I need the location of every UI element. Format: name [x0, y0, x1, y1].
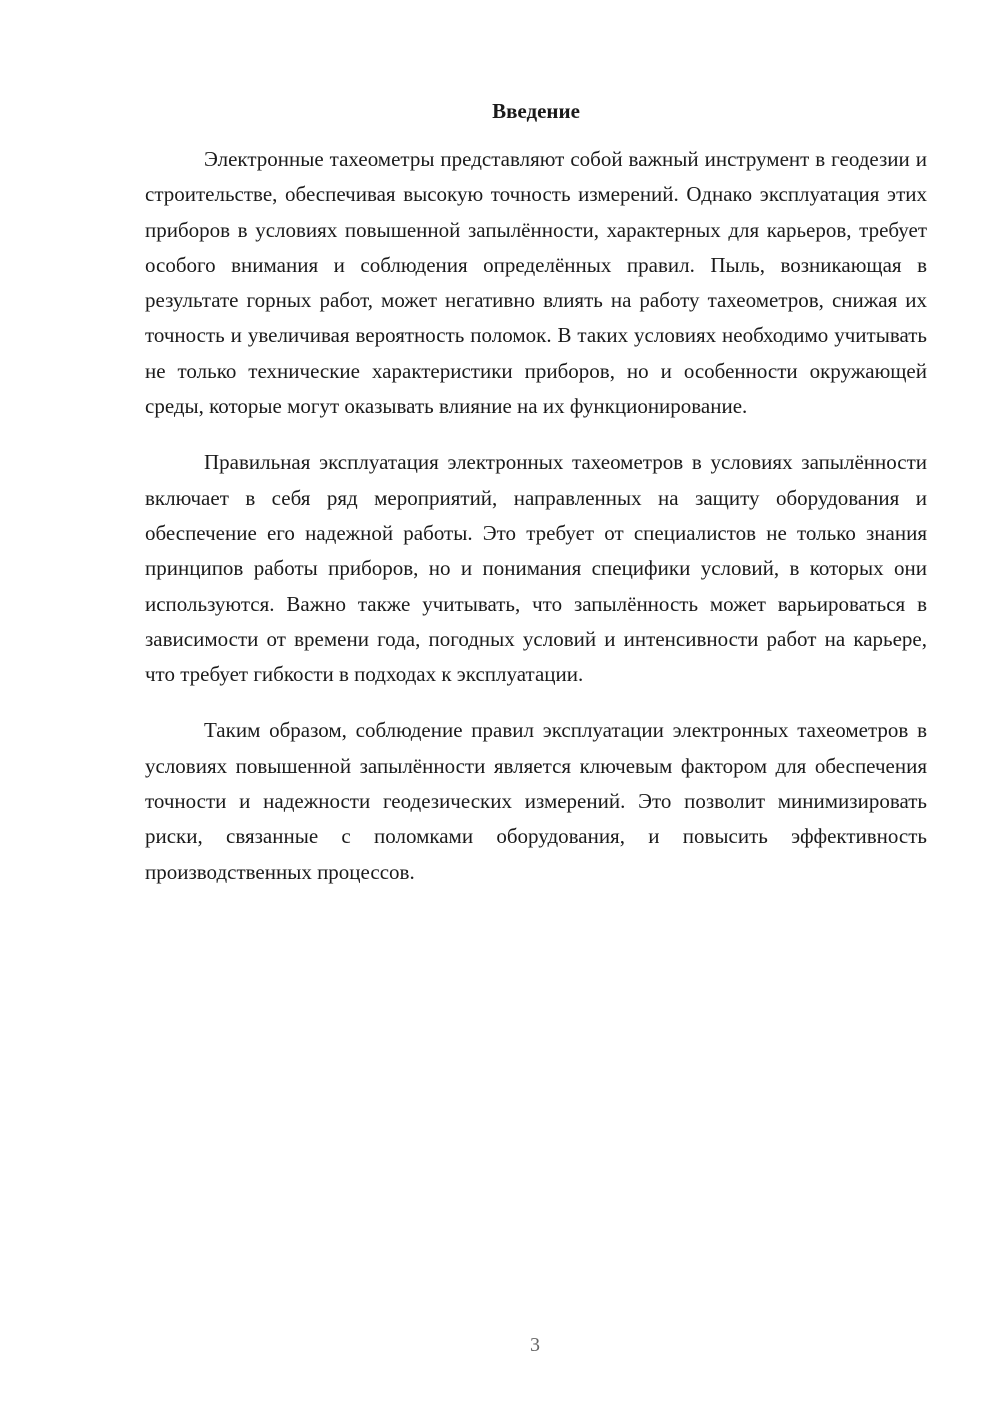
body-text	[145, 142, 927, 911]
paragraph-1: Электронные тахеометры представляют собой важный инструмент в геодезии и строительстве, обеспечивая высокую точность измерений. Однако эксплуатация этих приборов в условиях повышенной запылённости, характерных для карьеров, требует особого внимания и соблюдения определённых правил. Пыль, возникающая в результате горных работ, может негативно влиять на работу тахеометров, снижая их точность и увеличивая вероятность поломок. В таких условиях необходимо учитывать не только технические характеристики приборов, но и особенности окружающей среды, которые могут оказывать влияние на их функционирование.	[145, 147, 927, 419]
paragraph-3: Таким образом, соблюдение правил эксплуатации электронных тахеометров в условиях повышенной запылённости является ключевым фактором для обеспечения точности и надежности геодезических измерений. Это позволит минимизировать риски, связанные с поломками оборудования, и повысить эффективность производственных процессов.	[145, 718, 927, 884]
page-number: 3	[530, 1334, 540, 1356]
paragraph-2: Правильная эксплуатация электронных тахеометров в условиях запылённости включает в себя ряд мероприятий, направленных на защиту оборудования и обеспечение его надежной работы. Это требует от специалистов не только знания принципов работы приборов, но и понимания специфики условий, в которых они используются. Важно также учитывать, что запылённость может варьироваться в зависимости от времени года, погодных условий и интенсивности работ на карьере, что требует гибкости в подходах к эксплуатации.	[145, 450, 927, 687]
page-title: Введение	[492, 99, 580, 123]
